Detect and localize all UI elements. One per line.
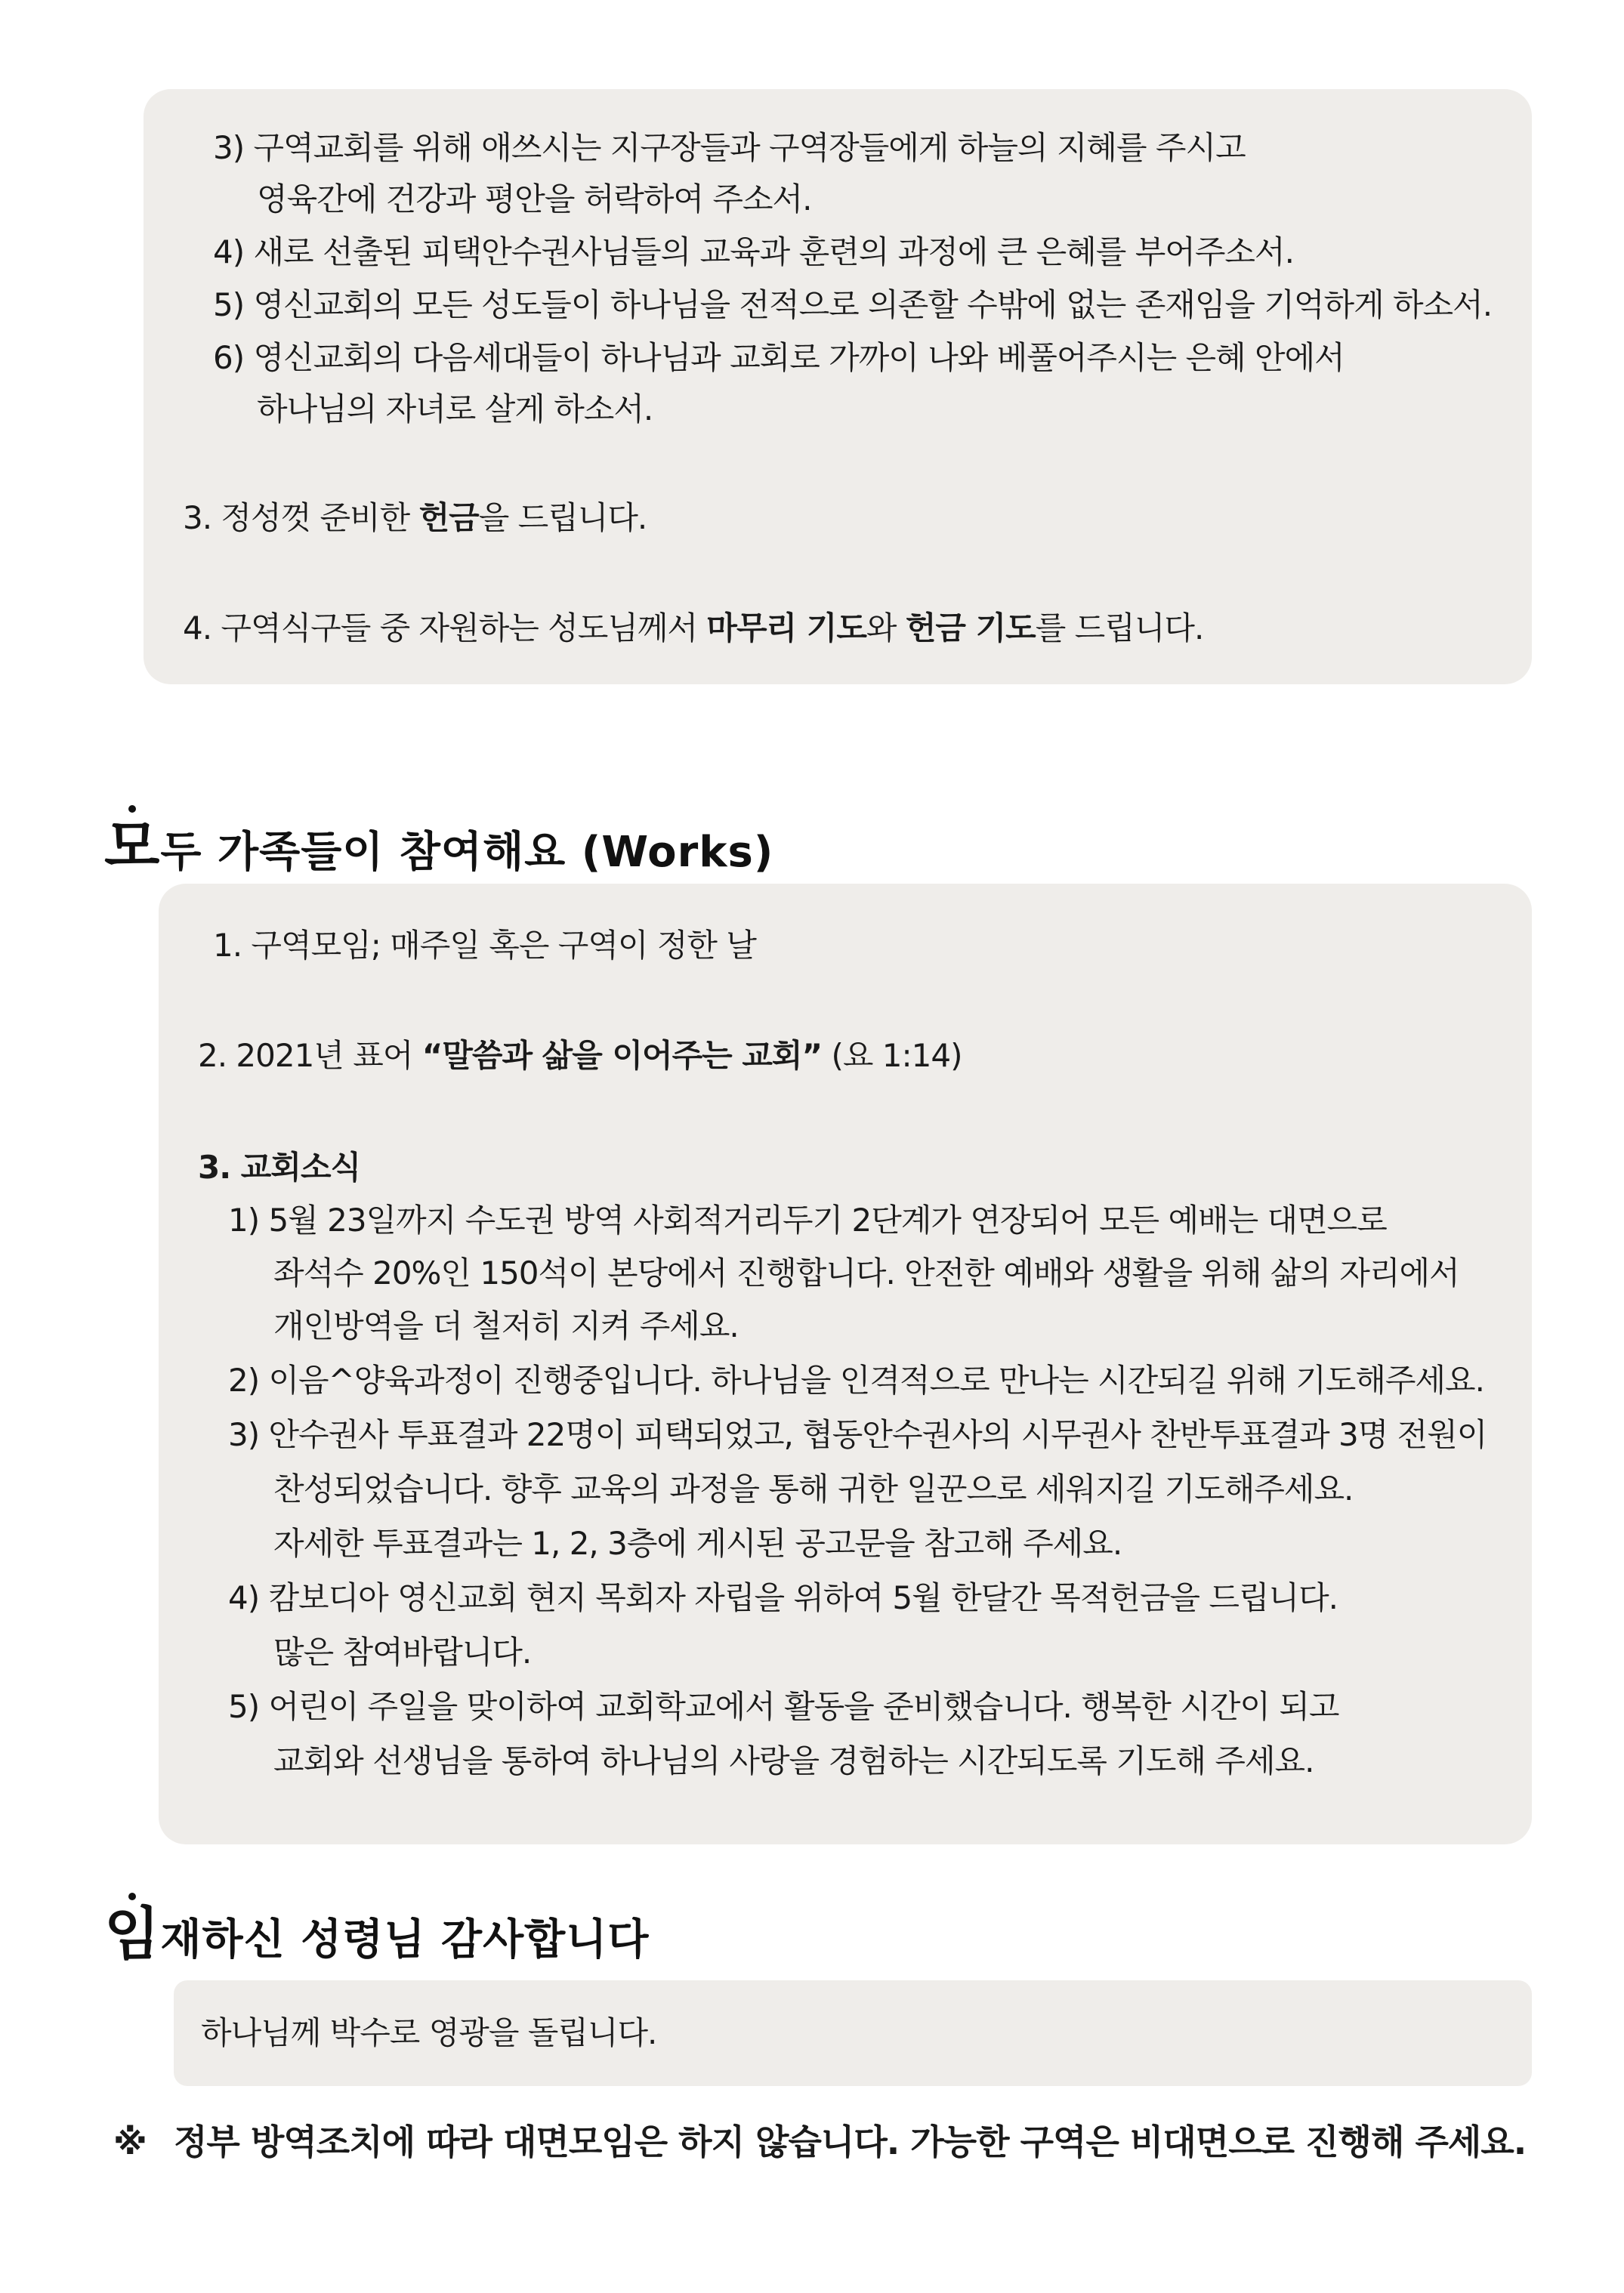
works-box — [159, 884, 1532, 1844]
news-item: 2) 이음^양육과정이 진행중입니다. 하나님을 인격적으로 만나는 시간되길 위해 기도해주세요. — [228, 1362, 1484, 1399]
news-title: 3. 교회소식 — [198, 1149, 361, 1186]
notice-text: 정부 방역조치에 따라 대면모임은 하지 않습니다. 가능한 구역은 비대면으로 진행해 주세요. — [174, 2122, 1527, 2162]
prayer-item: 6) 영신교회의 다음세대들이 하나님과 교회로 가까이 나와 베풀어주시는 은혜 안에서 — [213, 339, 1345, 376]
meeting-line: 1. 구역모임; 매주일 혹은 구역이 정한 날 — [213, 927, 756, 964]
works-heading: 모두 가족들이 참여해요 (Works) — [104, 813, 774, 880]
closing-prayer-line: 4. 구역식구들 중 자원하는 성도님께서 마무리 기도와 헌금 기도를 드립니다. — [183, 610, 1204, 647]
applause-box — [174, 1980, 1532, 2086]
news-item: 4) 캄보디아 영신교회 현지 목회자 자립을 위하여 5월 한달간 목적헌금을 드립니다. — [228, 1579, 1338, 1616]
reference-mark: ※ — [113, 2122, 147, 2162]
news-item: 자세한 투표결과는 1, 2, 3층에 게시된 공고문을 참고해 주세요. — [273, 1525, 1122, 1562]
motto-line: 2. 2021년 표어 “말씀과 삶을 이어주는 교회” (요 1:14) — [198, 1037, 962, 1074]
news-item: 좌석수 20%인 150석이 본당에서 진행합니다. 안전한 예배와 생활을 위해 삶의 자리에서 — [273, 1255, 1459, 1292]
prayer-item: 3) 구역교회를 위해 애쓰시는 지구장들과 구역장들에게 하늘의 지혜를 주시고 — [213, 129, 1246, 166]
prayer-item: 하나님의 자녀로 살게 하소서. — [257, 390, 653, 427]
news-item: 개인방역을 더 철저히 지켜 주세요. — [273, 1307, 739, 1344]
news-item: 1) 5월 23일까지 수도권 방역 사회적거리두기 2단계가 연장되어 모든 예배는 대면으로 — [228, 1202, 1387, 1239]
applause-text: 하나님께 박수로 영광을 돌립니다. — [201, 2014, 657, 2051]
offering-line: 3. 정성껏 준비한 헌금을 드립니다. — [183, 499, 647, 536]
news-item: 교회와 선생님을 통하여 하나님의 사랑을 경험하는 시간되도록 기도해 주세요. — [273, 1742, 1314, 1779]
news-item: 많은 참여바랍니다. — [273, 1634, 532, 1671]
news-item: 5) 어린이 주일을 맞이하여 교회학교에서 활동을 준비했습니다. 행복한 시간이 되고 — [228, 1688, 1339, 1725]
prayer-item: 4) 새로 선출된 피택안수권사님들의 교육과 훈련의 과정에 큰 은혜를 부어주소서. — [213, 233, 1294, 270]
news-item: 3) 안수권사 투표결과 22명이 피택되었고, 협동안수권사의 시무권사 찬반투표결과 3명 전원이 — [228, 1416, 1487, 1453]
prayer-item: 영육간에 건강과 평안을 허락하여 주소서. — [257, 181, 812, 218]
news-item: 찬성되었습니다. 향후 교육의 과정을 통해 귀한 일꾼으로 세워지길 기도해주세요. — [273, 1471, 1354, 1508]
spirit-heading: 임재하신 성령님 감사합니다 — [104, 1900, 650, 1967]
covid-notice — [113, 2115, 1526, 2165]
prayer-item: 5) 영신교회의 모든 성도들이 하나님을 전적으로 의존할 수밖에 없는 존재임을 기억하게 하소서. — [213, 286, 1493, 323]
prayer-box — [144, 89, 1532, 684]
